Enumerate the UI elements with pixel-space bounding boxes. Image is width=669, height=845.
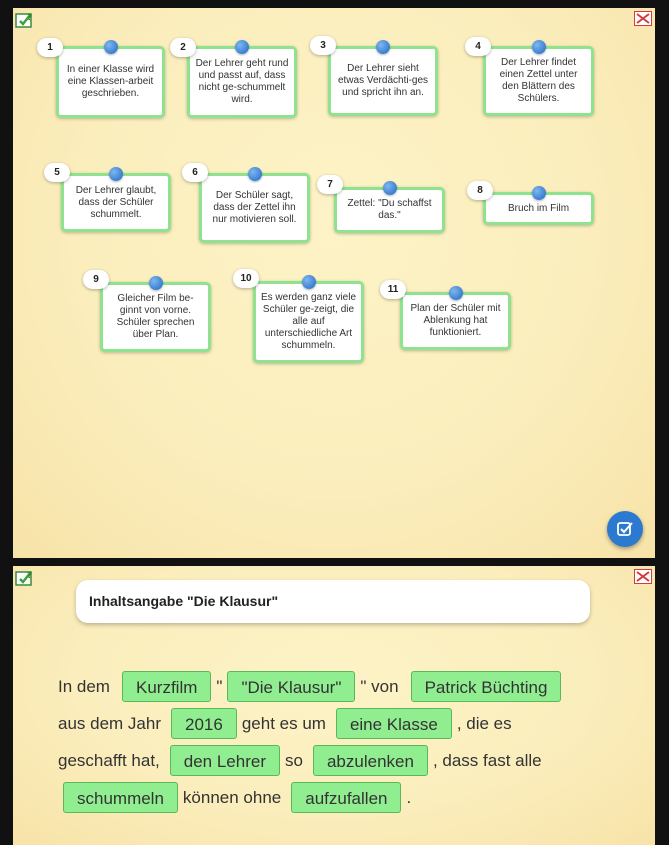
text-segment: , die es	[456, 713, 512, 733]
cloze-text	[58, 668, 618, 816]
event-card-text: Der Lehrer sieht etwas Verdächti-ges und spricht ihn an.	[337, 63, 429, 98]
check-answers-button[interactable]	[607, 511, 643, 547]
event-card-1[interactable]	[56, 46, 165, 118]
text-line	[58, 668, 618, 705]
fullscreen-icon[interactable]	[634, 11, 652, 26]
answer-gap[interactable]: 2016	[171, 708, 237, 739]
event-number: 8	[467, 181, 493, 200]
connector-dot[interactable]	[235, 40, 249, 54]
connector-dot[interactable]	[383, 181, 397, 195]
text-line	[58, 705, 618, 742]
event-number: 10	[233, 269, 259, 288]
exercise-title: Inhaltsangabe "Die Klausur"	[76, 580, 590, 623]
answer-gap[interactable]: schummeln	[63, 782, 178, 813]
event-card-5[interactable]	[61, 173, 171, 232]
connector-dot[interactable]	[302, 275, 316, 289]
event-number: 9	[83, 270, 109, 289]
event-card-text: Der Schüler sagt, dass der Zettel ihn nur motivieren soll.	[212, 190, 297, 225]
event-card-text: Es werden ganz viele Schüler ge-zeigt, die alle auf unterschiedliche Art schummeln.	[260, 292, 357, 351]
event-card-3[interactable]	[328, 46, 438, 116]
connector-dot[interactable]	[449, 286, 463, 300]
answer-gap[interactable]: aufzufallen	[291, 782, 401, 813]
connector-dot[interactable]	[109, 167, 123, 181]
event-card-8[interactable]	[483, 192, 594, 225]
event-number: 4	[465, 37, 491, 56]
connector-dot[interactable]	[248, 167, 262, 181]
event-number: 3	[310, 36, 336, 55]
svg-text:?: ?	[27, 13, 33, 23]
text-line	[58, 742, 618, 779]
text-line	[58, 779, 618, 816]
answer-gap[interactable]: Patrick Büchting	[411, 671, 562, 702]
event-card-9[interactable]	[100, 282, 211, 352]
check-icon	[616, 520, 634, 538]
event-number: 11	[380, 280, 406, 299]
text-segment: aus dem Jahr	[58, 713, 161, 733]
svg-text:?: ?	[27, 571, 33, 581]
event-number: 5	[44, 163, 70, 182]
text-segment: können ohne	[182, 787, 282, 807]
fill-in-panel	[13, 566, 655, 845]
answer-gap[interactable]: Kurzfilm	[122, 671, 211, 702]
event-card-text: Der Lehrer geht rund und passt auf, dass nicht ge-schummelt wird.	[195, 58, 289, 105]
timeline-panel	[13, 8, 655, 558]
text-segment: " von	[360, 676, 399, 696]
text-segment: so	[285, 750, 303, 770]
text-segment: , dass fast alle	[432, 750, 542, 770]
event-card-4[interactable]	[483, 46, 594, 116]
event-card-text: Bruch im Film	[507, 202, 570, 214]
connector-dot[interactable]	[376, 40, 390, 54]
event-number: 2	[170, 38, 196, 57]
event-number: 1	[37, 38, 63, 57]
event-card-text: Zettel: "Du schaffst das."	[347, 198, 432, 221]
event-card-7[interactable]	[334, 187, 445, 233]
help-icon[interactable]	[15, 11, 35, 29]
fullscreen-icon[interactable]	[634, 569, 652, 584]
event-card-text: Der Lehrer findet einen Zettel unter den Blättern des Schülers.	[499, 57, 578, 104]
answer-gap[interactable]: eine Klasse	[336, 708, 452, 739]
event-number: 6	[182, 163, 208, 182]
answer-gap[interactable]: den Lehrer	[170, 745, 280, 776]
connector-dot[interactable]	[104, 40, 118, 54]
answer-gap[interactable]: "Die Klausur"	[227, 671, 355, 702]
connector-dot[interactable]	[532, 40, 546, 54]
event-card-2[interactable]	[187, 46, 297, 118]
help-icon[interactable]	[15, 569, 35, 587]
event-card-11[interactable]	[400, 292, 511, 350]
event-number: 7	[317, 175, 343, 194]
answer-gap[interactable]: abzulenken	[313, 745, 428, 776]
event-card-text: Gleicher Film be-ginnt von vorne. Schüler sprechen über Plan.	[116, 293, 195, 340]
text-segment: In dem	[58, 676, 110, 696]
connector-dot[interactable]	[149, 276, 163, 290]
event-card-10[interactable]	[253, 281, 364, 363]
event-card-text: Plan der Schüler mit Ablenkung hat funktioniert.	[410, 303, 501, 338]
event-card-text: Der Lehrer glaubt, dass der Schüler schummelt.	[75, 184, 157, 220]
text-segment: geschafft hat,	[58, 750, 160, 770]
text-segment: "	[216, 676, 223, 696]
connector-dot[interactable]	[532, 186, 546, 200]
event-card-text: In einer Klasse wird eine Klassen-arbeit geschrieben.	[66, 64, 155, 99]
text-segment: geht es um	[241, 713, 326, 733]
text-segment: .	[406, 787, 412, 807]
event-card-6[interactable]	[199, 173, 310, 243]
